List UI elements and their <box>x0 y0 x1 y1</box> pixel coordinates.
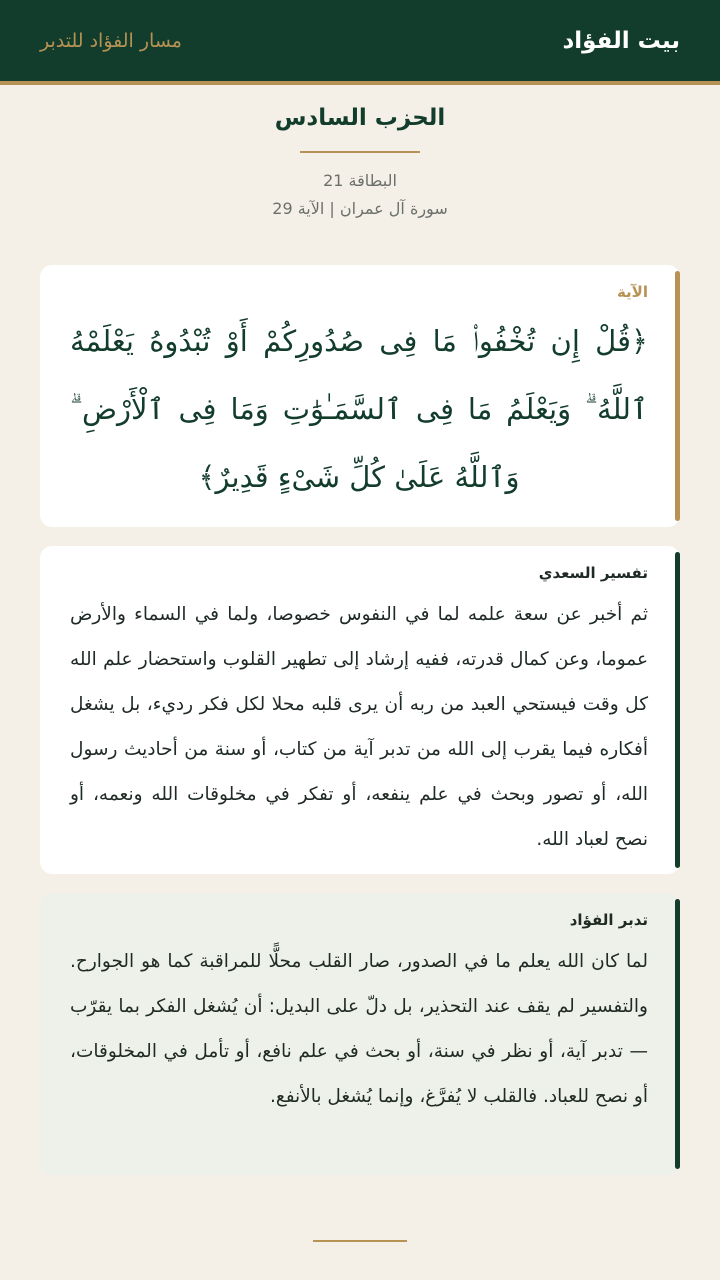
ayah-card <box>40 265 680 527</box>
tadabbur-card <box>40 893 680 1175</box>
footer-divider <box>313 1240 407 1242</box>
tafsir-accent-bar <box>675 552 680 868</box>
tadabbur-accent-bar <box>675 899 680 1169</box>
tadabbur-text: لما كان الله يعلم ما في الصدور، صار القلب محلًّا للمراقبة كما هو الجوارح. والتفسير لم يقف عند التحذير، بل دلّ على البديل: أن يُشغل الفكر بما يقرّب — تدبر آية، أو نظر في سنة، أو بحث في علم نافع، أو تأمل في المخلوقات، أو نصح للعباد. فالقلب لا يُفرَّغ، وإنما يُشغل بالأنفع. <box>70 951 648 1107</box>
page-title: الحزب السادس <box>274 105 446 131</box>
surah-reference: سورة آل عمران | الآية 29 <box>272 199 448 218</box>
tadabbur-label: تدبر الفؤاد <box>569 911 648 929</box>
tafsir-card <box>40 546 680 874</box>
brand-title[interactable]: بيت الفؤاد <box>562 27 680 54</box>
brand-tagline: مسار الفؤاد للتدبر <box>40 29 182 52</box>
card-number: البطاقة 21 <box>323 171 397 190</box>
ayah-accent-bar <box>675 271 680 521</box>
app-header <box>0 0 720 85</box>
tafsir-label: تفسير السعدي <box>538 564 648 582</box>
ayah-text: ﴿قُلْ إِن تُخْفُوا۟ مَا فِى صُدُورِكُمْ أَوْ تُبْدُوهُ يَعْلَمْهُ ٱللَّهُ ۗ وَيَعْلَمُ مَا فِى ٱلسَّمَـٰوَٰتِ وَمَا فِى ٱلْأَرْضِ ۗ وَٱللَّهُ عَلَىٰ كُلِّ شَىْءٍ قَدِيرٌ﴾ <box>70 324 648 494</box>
tafsir-text: ثم أخبر عن سعة علمه لما في النفوس خصوصا، ولما في السماء والأرض عموما، وعن كمال قدرته، ففيه إرشاد إلى تطهير القلوب واستحضار علم الله كل وقت فيستحي العبد من ربه أن يرى قلبه محلا لكل فكر رديء، بل يشغل أفكاره فيما يقرب إلى الله من تدبر آية من كتاب، أو سنة من أحاديث رسول الله، أو تصور وبحث في علم ينفعه، أو تفكر في مخلوقات الله ونعمه، أو نصح لعباد الله. <box>70 604 648 850</box>
title-block <box>0 100 720 223</box>
title-divider <box>300 151 420 153</box>
ayah-label: الآية <box>616 283 648 301</box>
